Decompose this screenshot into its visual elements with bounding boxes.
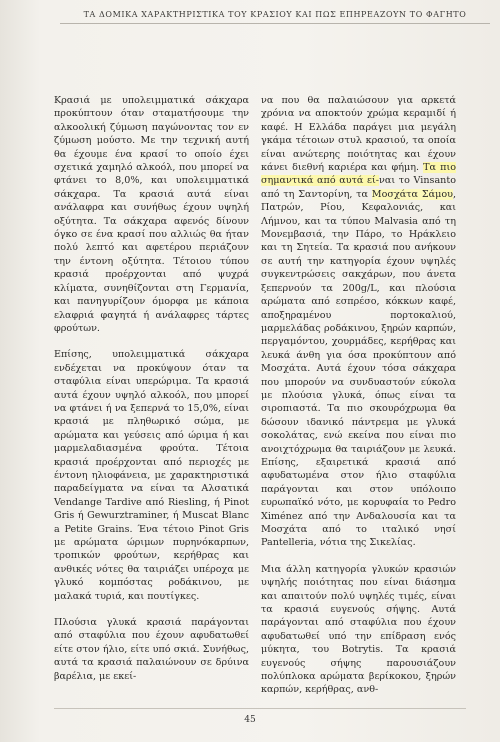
right-text-2: ναι το Vinsanto από τη Σαντορίνη, τα xyxy=(261,175,456,200)
left-column xyxy=(54,94,249,683)
right-paragraph-1 xyxy=(261,94,456,550)
right-text-1: να που θα παλαιώσουν για αρκετά χρόνια να αποκτούν χρώμα κεραμιδί ή καφέ. Η Ελλάδα παράγει μια μεγάλη γκάμα τέτοιων στυλ κρασιού, τα οποία είναι ανώτερης ποιότητας και έχουν κάνει διεθνή καριέρα και φήμη. xyxy=(261,95,456,174)
header-rule xyxy=(60,23,490,24)
left-paragraph-2: Επίσης, υπολειμματικά σάκχαρα ενδέχεται να προκύψουν όταν τα σταφύλια είναι υπερώριμα. Τα κρασιά αυτά έχουν υψηλό αλκοόλ, που μπορεί να φτάνει ή να ξεπερνά το 15,0%, είναι κρασιά με πληθωρικό σώμα, με αρώματα και γεύσεις από ώριμα ή και μαρμελαδιασμένα φρούτα. Τέτοια κρασιά προέρχονται από περιοχές με έντονη ηλιοφάνεια, με χαρακτηριστικά παραδείγματα να είναι τα Αλσατικά Vendange Tardive από Riesling, ή Pinot Gris ή Gewurztraminer, ή Muscat Blanc a Petite Grains. Ένα τέτοιο Pinot Gris με αρώματα ώριμων πυρηνόκαρπων, τροπικών φρούτων, κερήθρας και ανθικές νότες θα ταιριάζει υπέροχα με γλυκό κομπόστας ροδάκινου, με μαλακά τυριά, και πουτίγκες. xyxy=(54,349,249,602)
right-column xyxy=(261,94,456,697)
right-text-3: , Πατρών, Ρίου, Κεφαλονιάς, και Λήμνου, και τα τύπου Malvasia από τη Μονεμβασιά, την Πάρο, το Ηράκλειο και τη Σητεία. Τα κρασιά που ανήκουν σε αυτή την κατηγορία έχουν υψηλές συγκεντρώσεις σακχάρων, που άνετα ξεπερνούν τα 200g/L, και πλούσια αρώματα από εσπρέσο, κόκκων καφέ, αποξηραμένου πορτοκαλιού, μαρμελάδας ροδάκινου, ξηρών καρπών, περγαμόντου, χουρμάδες, κερήθρας και λευκά άνθη για όσα προκύπτουν από Μοσχάτα. Αυτά έχουν τόσα σάκχαρα που μπορούν να συνδυαστούν εύκολα με πλούσια γλυκά, όπως είναι τα σιροπιαστά. Τα πιο σκουρόχρωμα θα δώσουν ιδανικό πάντρεμα με γλυκά σοκολάτας, ενώ εκείνα που είναι πιο ανοιχτόχρωμα θα ταιριάζουν με λευκά. Επίσης, εξαιρετικά κρασιά από αφυδατωμένα στον ήλιο σταφύλια παράγονται και στον υπόλοιπο ευρωπαϊκό νότο, με κορυφαία το Pedro Ximénez από την Ανδαλουσία και τα Μοσχάτα από το ιταλικό νησί Pantelleria, νότια της Σικελίας. xyxy=(261,188,456,549)
highlighted-text-1: Τα πιο σημαντικά από αυτά εί- xyxy=(261,162,456,187)
footer-rule xyxy=(54,708,466,709)
highlighted-text-2: Μοσχάτα Σάμου xyxy=(371,188,453,200)
left-paragraph-1: Κρασιά με υπολειμματικά σάκχαρα προκύπτουν όταν σταματήσουμε την αλκοολική ζύμωση παγώνοντας τον εν ζύμωση μούστο. Με την τεχνική αυτή θα έχουμε ένα κρασί το οποίο έχει σχετικά χαμηλό αλκοόλ, που μπορεί να φτάνει το 8,0%, και υπολειμματικά σάκχαρα. Τα κρασιά αυτά είναι ανάλαφρα και συνήθως έχουν υψηλή οξύτητα. Τα σάκχαρα αφενός δίνουν όγκο σε ένα κρασί που αλλιώς θα ήταν πολύ λεπτό και αφετέρου περιάζουν την έντονη οξύτητα. Τέτοιου τύπου κρασιά προέρχονται από ψυχρά κλίματα, συνηθίζονται στη Γερμανία, και πανηγυρίζουν όμορφα με κάποια ελαφριά φαγητά ή ανάλαφρες τάρτες φρούτων. xyxy=(54,95,249,334)
right-paragraph-2: Μια άλλη κατηγορία γλυκών κρασιών υψηλής ποιότητας που είναι διάσημα και απαιτούν πολύ υψηλές τιμές, είναι τα κρασιά ευγενούς σήψης. Αυτά παράγονται από σταφύλια που έχουν αφυδατωθεί υπό την επίδραση ενός μύκητα, του Botrytis. Τα κρασιά ευγενούς σήψης παρουσιάζουν πολύπλοκα αρώματα βερίκοκου, ξηρών καρπών, κερήθρας, ανθ- xyxy=(261,563,456,696)
left-paragraph-3: Πλούσια γλυκά κρασιά παράγονται από σταφύλια που έχουν αφυδατωθεί είτε στον ήλιο, είτε υπό σκιά. Συνήθως, αυτά τα κρασιά παλαιώνουν σε δρύινα βαρέλια, με εκεί- xyxy=(54,617,249,682)
running-header: ΤΑ ΔΟΜΙΚΑ ΧΑΡΑΚΤΗΡΙΣΤΙΚΑ ΤΟΥ ΚΡΑΣΙΟΥ ΚΑΙ ΠΩΣ ΕΠΗΡΕΑΖΟΥΝ ΤΟ ΦΑΓΗΤΟ xyxy=(83,10,467,19)
page-number: 45 xyxy=(244,715,256,725)
